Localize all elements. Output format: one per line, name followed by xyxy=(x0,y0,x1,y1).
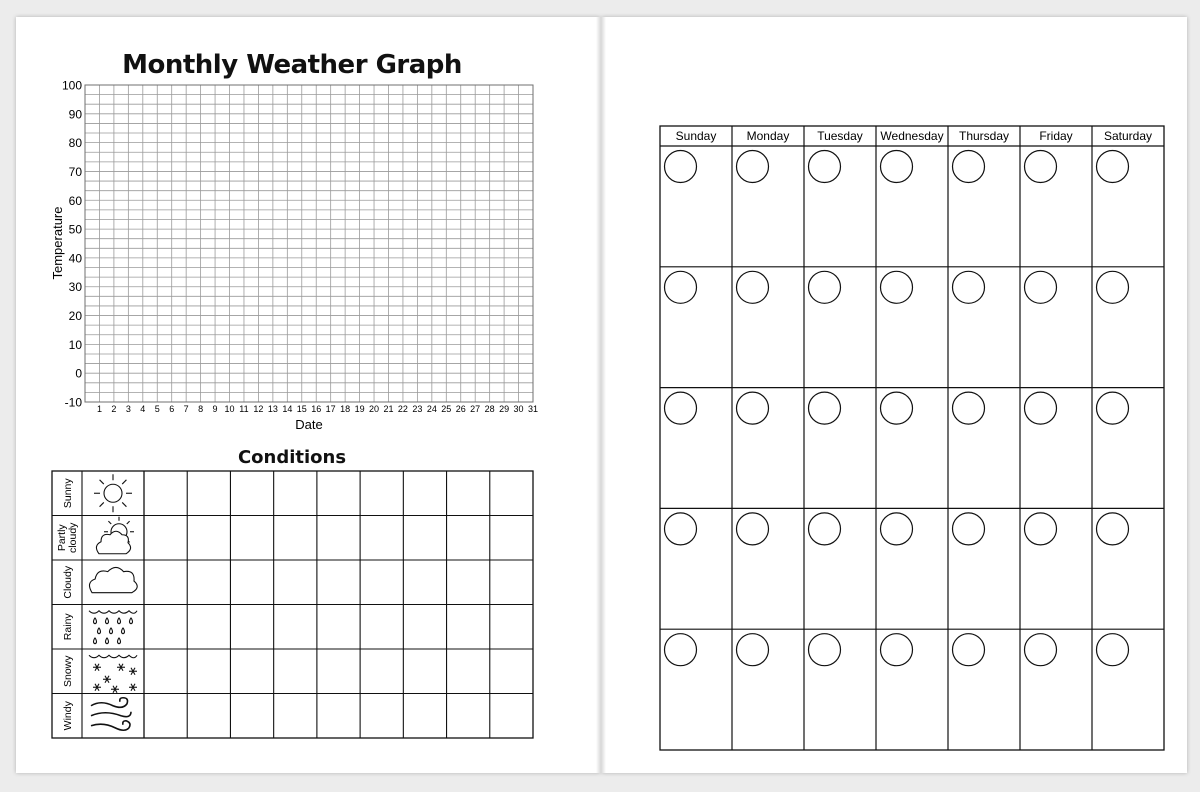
calendar-day-cell[interactable] xyxy=(661,389,731,508)
y-tick-label: 0 xyxy=(75,366,82,381)
calendar-day-cell[interactable] xyxy=(877,268,947,387)
condition-label: Snowy xyxy=(62,655,74,688)
graph-title: Monthly Weather Graph xyxy=(122,50,462,80)
calendar-day-cell[interactable] xyxy=(949,268,1019,387)
condition-label: Cloudy xyxy=(62,565,74,599)
day-header-monday: Monday xyxy=(746,129,790,143)
x-tick-label: 12 xyxy=(253,404,264,414)
y-tick-label: 90 xyxy=(68,107,82,122)
x-tick-label: 14 xyxy=(282,404,293,414)
calendar-day-cell[interactable] xyxy=(877,509,947,628)
calendar-day-cell[interactable] xyxy=(805,630,875,749)
x-tick-label: 29 xyxy=(499,404,510,414)
calendar-day-cell[interactable] xyxy=(1093,509,1163,628)
x-tick-label: 2 xyxy=(111,404,117,414)
x-tick-label: 6 xyxy=(169,404,175,414)
calendar-day-cell[interactable] xyxy=(1021,630,1091,749)
calendar-day-cell[interactable] xyxy=(661,147,731,266)
x-tick-label: 26 xyxy=(455,404,466,414)
calendar-day-cell[interactable] xyxy=(733,147,803,266)
conditions-title: Conditions xyxy=(237,447,347,468)
y-tick-label: 40 xyxy=(68,251,82,266)
calendar-day-cell[interactable] xyxy=(661,509,731,628)
calendar-day-cell[interactable] xyxy=(733,509,803,628)
x-tick-label: 28 xyxy=(484,404,495,414)
x-tick-label: 9 xyxy=(212,404,218,414)
x-tick-label: 8 xyxy=(198,404,204,414)
calendar-day-cell[interactable] xyxy=(661,630,731,749)
y-tick-label: 30 xyxy=(68,280,82,295)
x-tick-label: 25 xyxy=(441,404,452,414)
calendar-day-cell[interactable] xyxy=(733,630,803,749)
y-tick-label: 60 xyxy=(68,193,82,208)
calendar-day-cell[interactable] xyxy=(805,389,875,508)
calendar-day-cell[interactable] xyxy=(733,389,803,508)
y-tick-label: 20 xyxy=(68,309,82,324)
x-tick-label: 21 xyxy=(383,404,394,414)
calendar-day-cell[interactable] xyxy=(1021,389,1091,508)
y-tick-label: 10 xyxy=(68,337,82,352)
x-tick-label: 11 xyxy=(239,404,249,414)
calendar-day-cell[interactable] xyxy=(949,147,1019,266)
x-tick-label: 31 xyxy=(527,404,539,414)
day-header-friday: Friday xyxy=(1039,129,1073,143)
x-tick-label: 3 xyxy=(125,404,131,414)
calendar-day-cell[interactable] xyxy=(661,268,731,387)
x-tick-label: 24 xyxy=(426,404,437,414)
x-tick-label: 17 xyxy=(325,404,336,414)
calendar-day-cell[interactable] xyxy=(877,147,947,266)
calendar-day-cell[interactable] xyxy=(1093,630,1163,749)
x-tick-label: 20 xyxy=(369,404,380,414)
calendar-day-cell[interactable] xyxy=(1021,509,1091,628)
x-tick-label: 5 xyxy=(154,404,160,414)
x-tick-label: 13 xyxy=(267,404,278,414)
x-tick-label: 19 xyxy=(354,404,365,414)
y-tick-label: 100 xyxy=(61,78,82,93)
calendar-day-cell[interactable] xyxy=(877,630,947,749)
x-tick-label: 27 xyxy=(470,404,481,414)
calendar-day-cell[interactable] xyxy=(1021,147,1091,266)
calendar-day-cell[interactable] xyxy=(949,509,1019,628)
calendar-day-cell[interactable] xyxy=(1093,268,1163,387)
condition-label: Sunny xyxy=(62,478,74,509)
x-tick-label: 1 xyxy=(96,404,102,414)
day-header-sunday: Sunday xyxy=(675,129,717,143)
x-tick-label: 30 xyxy=(513,404,524,414)
x-tick-label: 16 xyxy=(311,404,322,414)
x-tick-label: 22 xyxy=(397,404,408,414)
calendar-day-cell[interactable] xyxy=(949,630,1019,749)
condition-label: Rainy xyxy=(62,613,74,641)
y-tick-label: 50 xyxy=(68,222,82,237)
calendar-day-cell[interactable] xyxy=(805,147,875,266)
x-tick-label: 10 xyxy=(224,404,235,414)
y-axis-label: Temperature xyxy=(50,206,65,280)
x-tick-label: 23 xyxy=(412,404,423,414)
x-tick-label: 15 xyxy=(296,404,307,414)
y-tick-label: -10 xyxy=(64,395,82,410)
day-header-saturday: Saturday xyxy=(1103,129,1153,143)
y-tick-label: 70 xyxy=(68,164,82,179)
day-header-tuesday: Tuesday xyxy=(817,129,863,143)
calendar-day-cell[interactable] xyxy=(805,509,875,628)
calendar-day-cell[interactable] xyxy=(805,268,875,387)
y-tick-label: 80 xyxy=(68,136,82,151)
condition-label: Windy xyxy=(62,701,74,731)
calendar-day-cell[interactable] xyxy=(733,268,803,387)
day-header-thursday: Thursday xyxy=(958,129,1010,143)
condition-label: Partlycloudy xyxy=(56,522,79,553)
calendar-day-cell[interactable] xyxy=(1093,147,1163,266)
day-header-wednesday: Wednesday xyxy=(880,129,944,143)
calendar-day-cell[interactable] xyxy=(877,389,947,508)
calendar-day-cell[interactable] xyxy=(949,389,1019,508)
x-tick-label: 7 xyxy=(183,404,189,414)
x-tick-label: 18 xyxy=(340,404,351,414)
calendar-day-cell[interactable] xyxy=(1021,268,1091,387)
x-axis-label: Date xyxy=(295,417,323,432)
x-tick-label: 4 xyxy=(140,404,146,414)
calendar-day-cell[interactable] xyxy=(1093,389,1163,508)
